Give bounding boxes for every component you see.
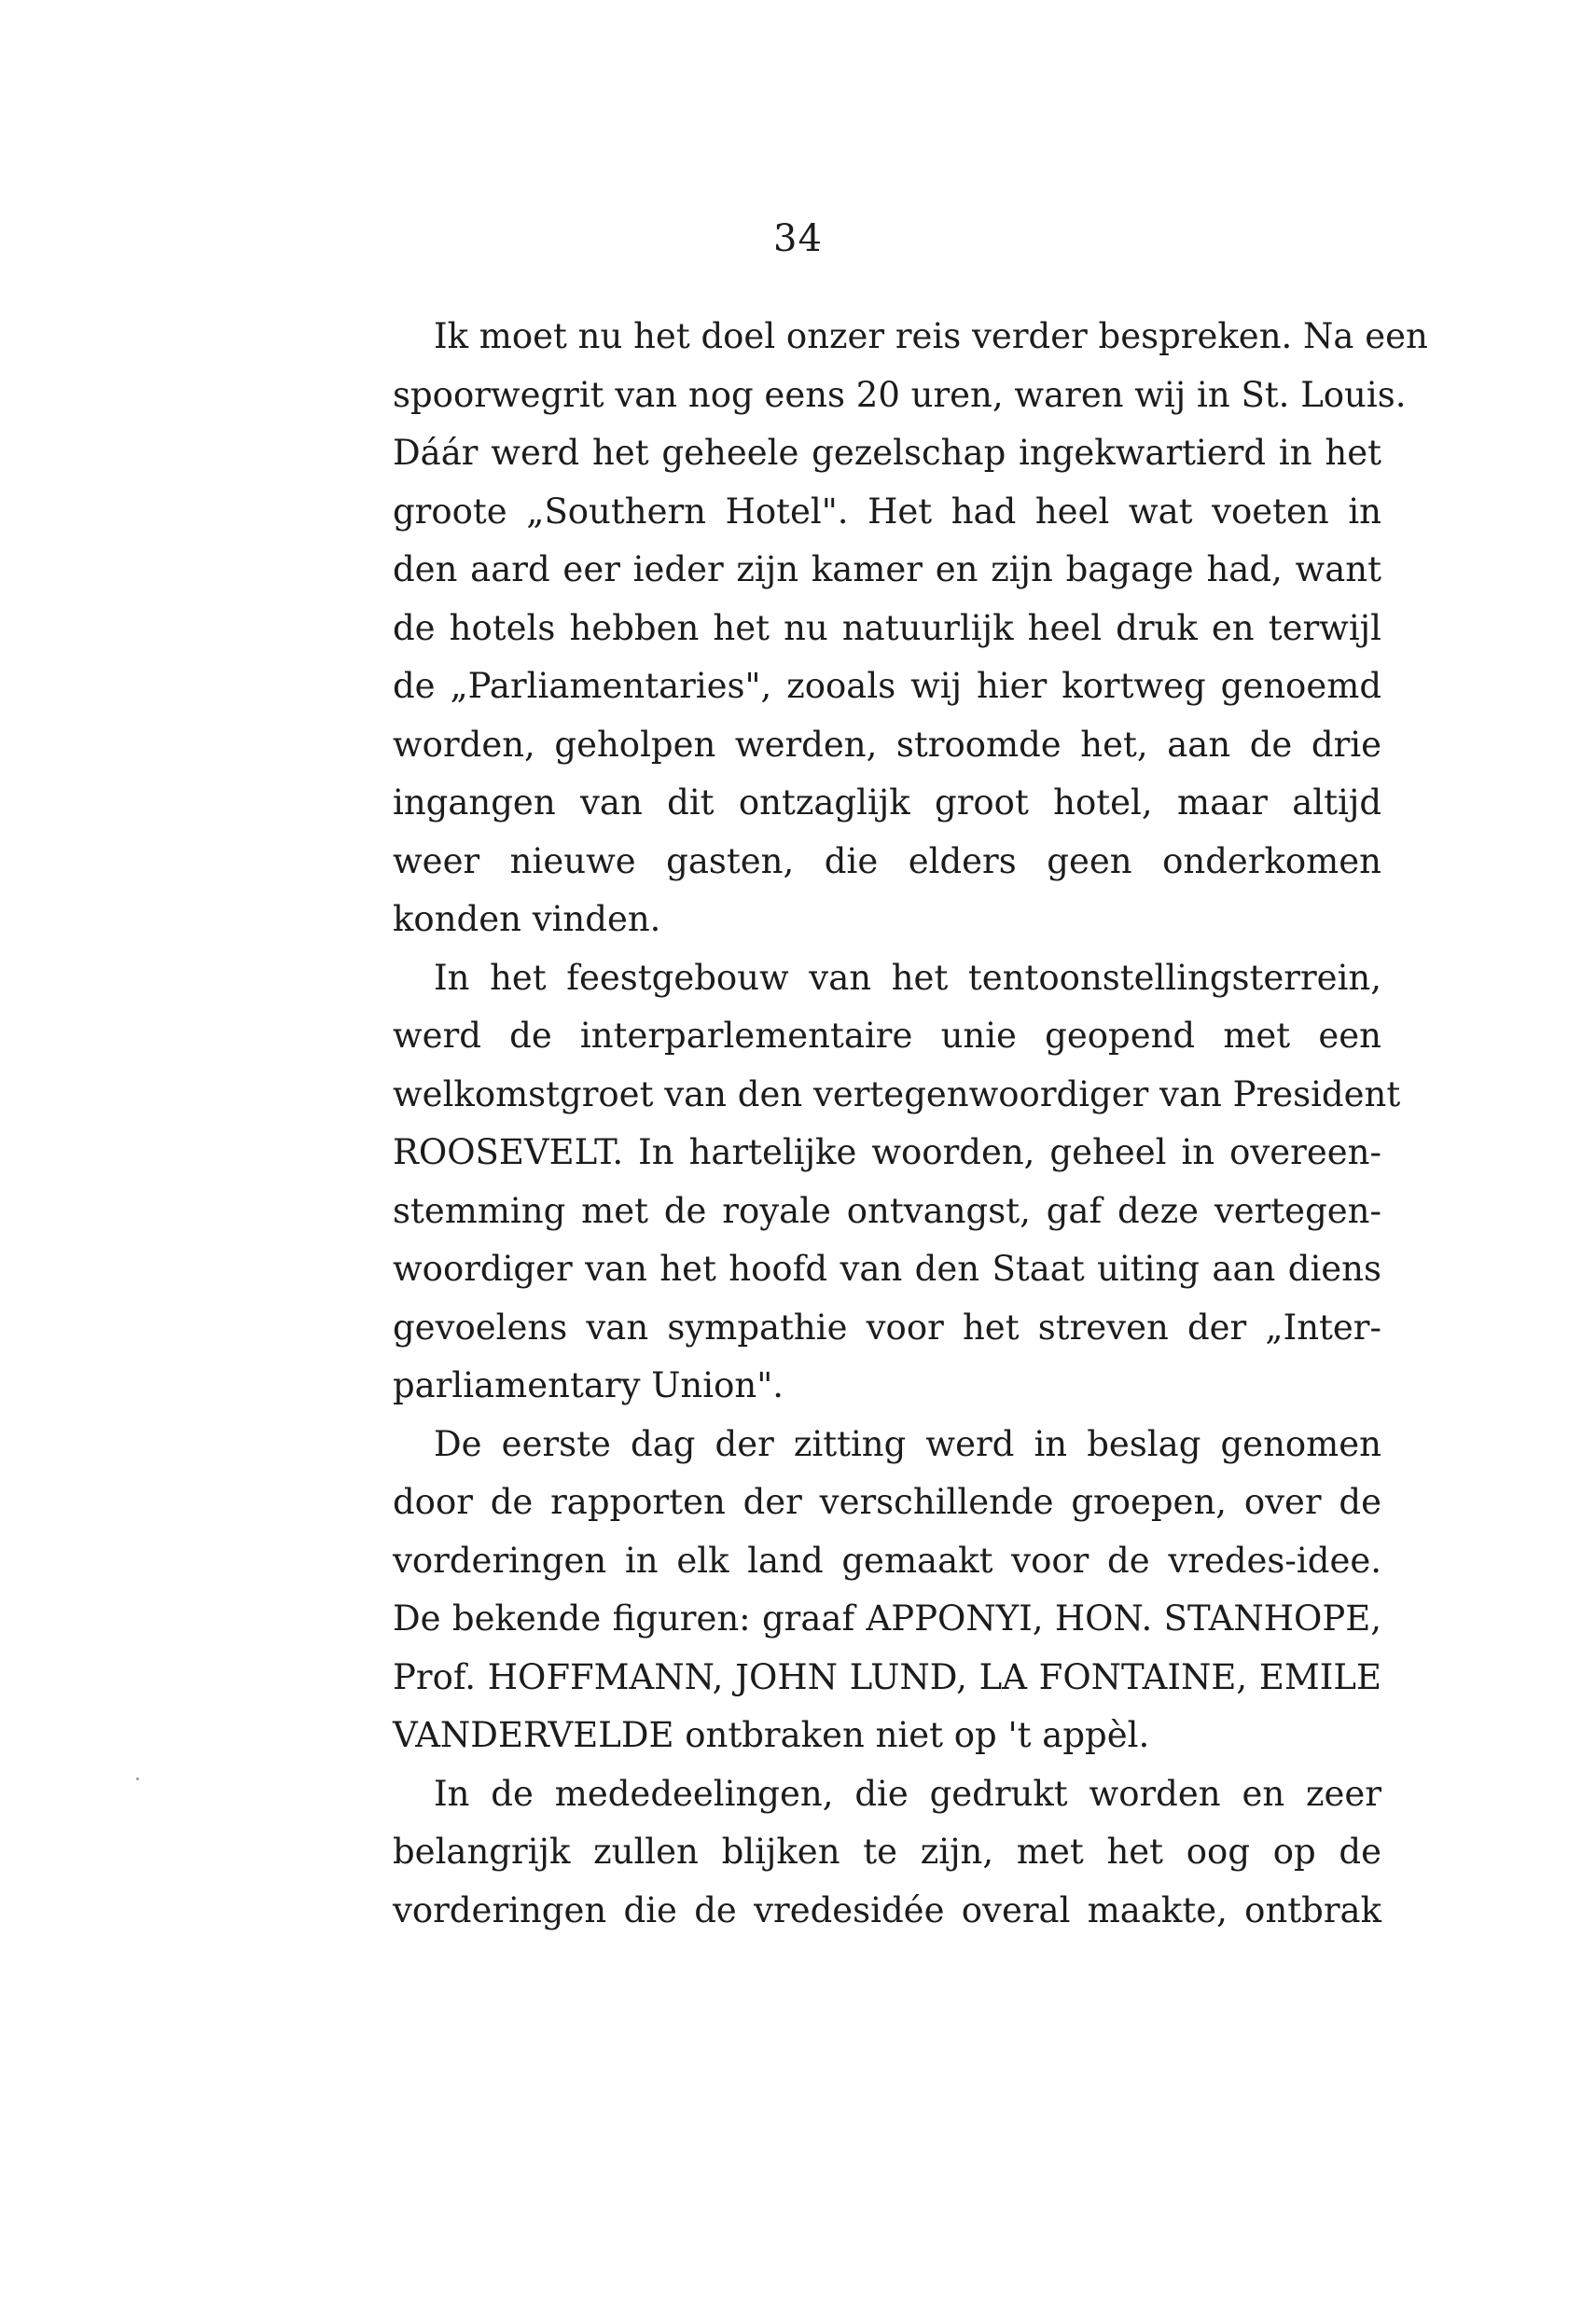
text-line: Ik moet nu het doel onzer reis verder bespreken. Na een — [434, 316, 1428, 356]
text-line: de „Parliamentaries", zooals wij hier kortweg genoemd — [393, 666, 1381, 706]
paragraph-2 — [393, 949, 1401, 1416]
text-line: belangrijk zullen blijken te zijn, met het oog op de — [393, 1832, 1381, 1872]
text-line: De eerste dag der zitting werd in beslag genomen — [434, 1423, 1381, 1464]
text-line: gevoelens van sympathie voor het streven der „Inter- — [393, 1307, 1381, 1348]
body-text — [393, 308, 1428, 1940]
text-line: groote „Southern Hotel". Het had heel wat voeten in — [393, 491, 1381, 532]
paragraph-3 — [393, 1416, 1381, 1765]
page-number: 34 — [773, 217, 823, 260]
text-line: In het feestgebouw van het tentoonstellingsterrein, — [434, 957, 1381, 998]
paragraph-4 — [393, 1765, 1381, 1941]
text-line: stemming met de royale ontvangst, gaf deze vertegen- — [393, 1190, 1381, 1231]
text-line: parliamentary Union". — [393, 1365, 784, 1405]
text-line: VANDERVELDE ontbraken niet op 't appèl. — [393, 1715, 1150, 1755]
text-line: den aard eer ieder zijn kamer en zijn bagage had, want — [393, 549, 1381, 589]
text-line: In de mededeelingen, die gedrukt worden en zeer — [434, 1773, 1381, 1814]
paragraph-1 — [393, 308, 1428, 949]
text-line: De bekende figuren: graaf APPONYI, HON. STANHOPE, — [393, 1598, 1381, 1639]
text-line: weer nieuwe gasten, die elders geen onderkomen — [393, 840, 1381, 881]
text-line: konden vinden. — [393, 899, 661, 939]
text-line: werd de interparlementaire unie geopend met een — [393, 1016, 1381, 1056]
text-line: vorderingen in elk land gemaakt voor de vredes-idee. — [393, 1540, 1381, 1581]
scan-speck — [136, 1778, 139, 1780]
text-line: vorderingen die de vredesidée overal maakte, ontbrak — [393, 1889, 1381, 1930]
text-line: Dáár werd het geheele gezelschap ingekwartierd in het — [393, 433, 1381, 473]
text-line: ingangen van dit ontzaglijk groot hotel, maar altijd — [393, 782, 1381, 823]
text-line: Prof. HOFFMANN, JOHN LUND, LA FONTAINE, EMILE — [393, 1656, 1381, 1697]
text-line: spoorwegrit van nog eens 20 uren, waren wij in St. Louis. — [393, 374, 1407, 415]
text-line: woordiger van het hoofd van den Staat uiting aan diens — [393, 1249, 1381, 1289]
text-line: ROOSEVELT. In hartelijke woorden, geheel in overeen- — [393, 1132, 1381, 1172]
text-line: welkomstgroet van den vertegenwoordiger van President — [393, 1073, 1401, 1114]
text-line: de hotels hebben het nu natuurlijk heel druk en terwijl — [393, 607, 1381, 648]
text-line: door de rapporten der verschillende groepen, over de — [393, 1482, 1381, 1522]
text-line: worden, geholpen werden, stroomde het, aan de drie — [393, 724, 1381, 765]
